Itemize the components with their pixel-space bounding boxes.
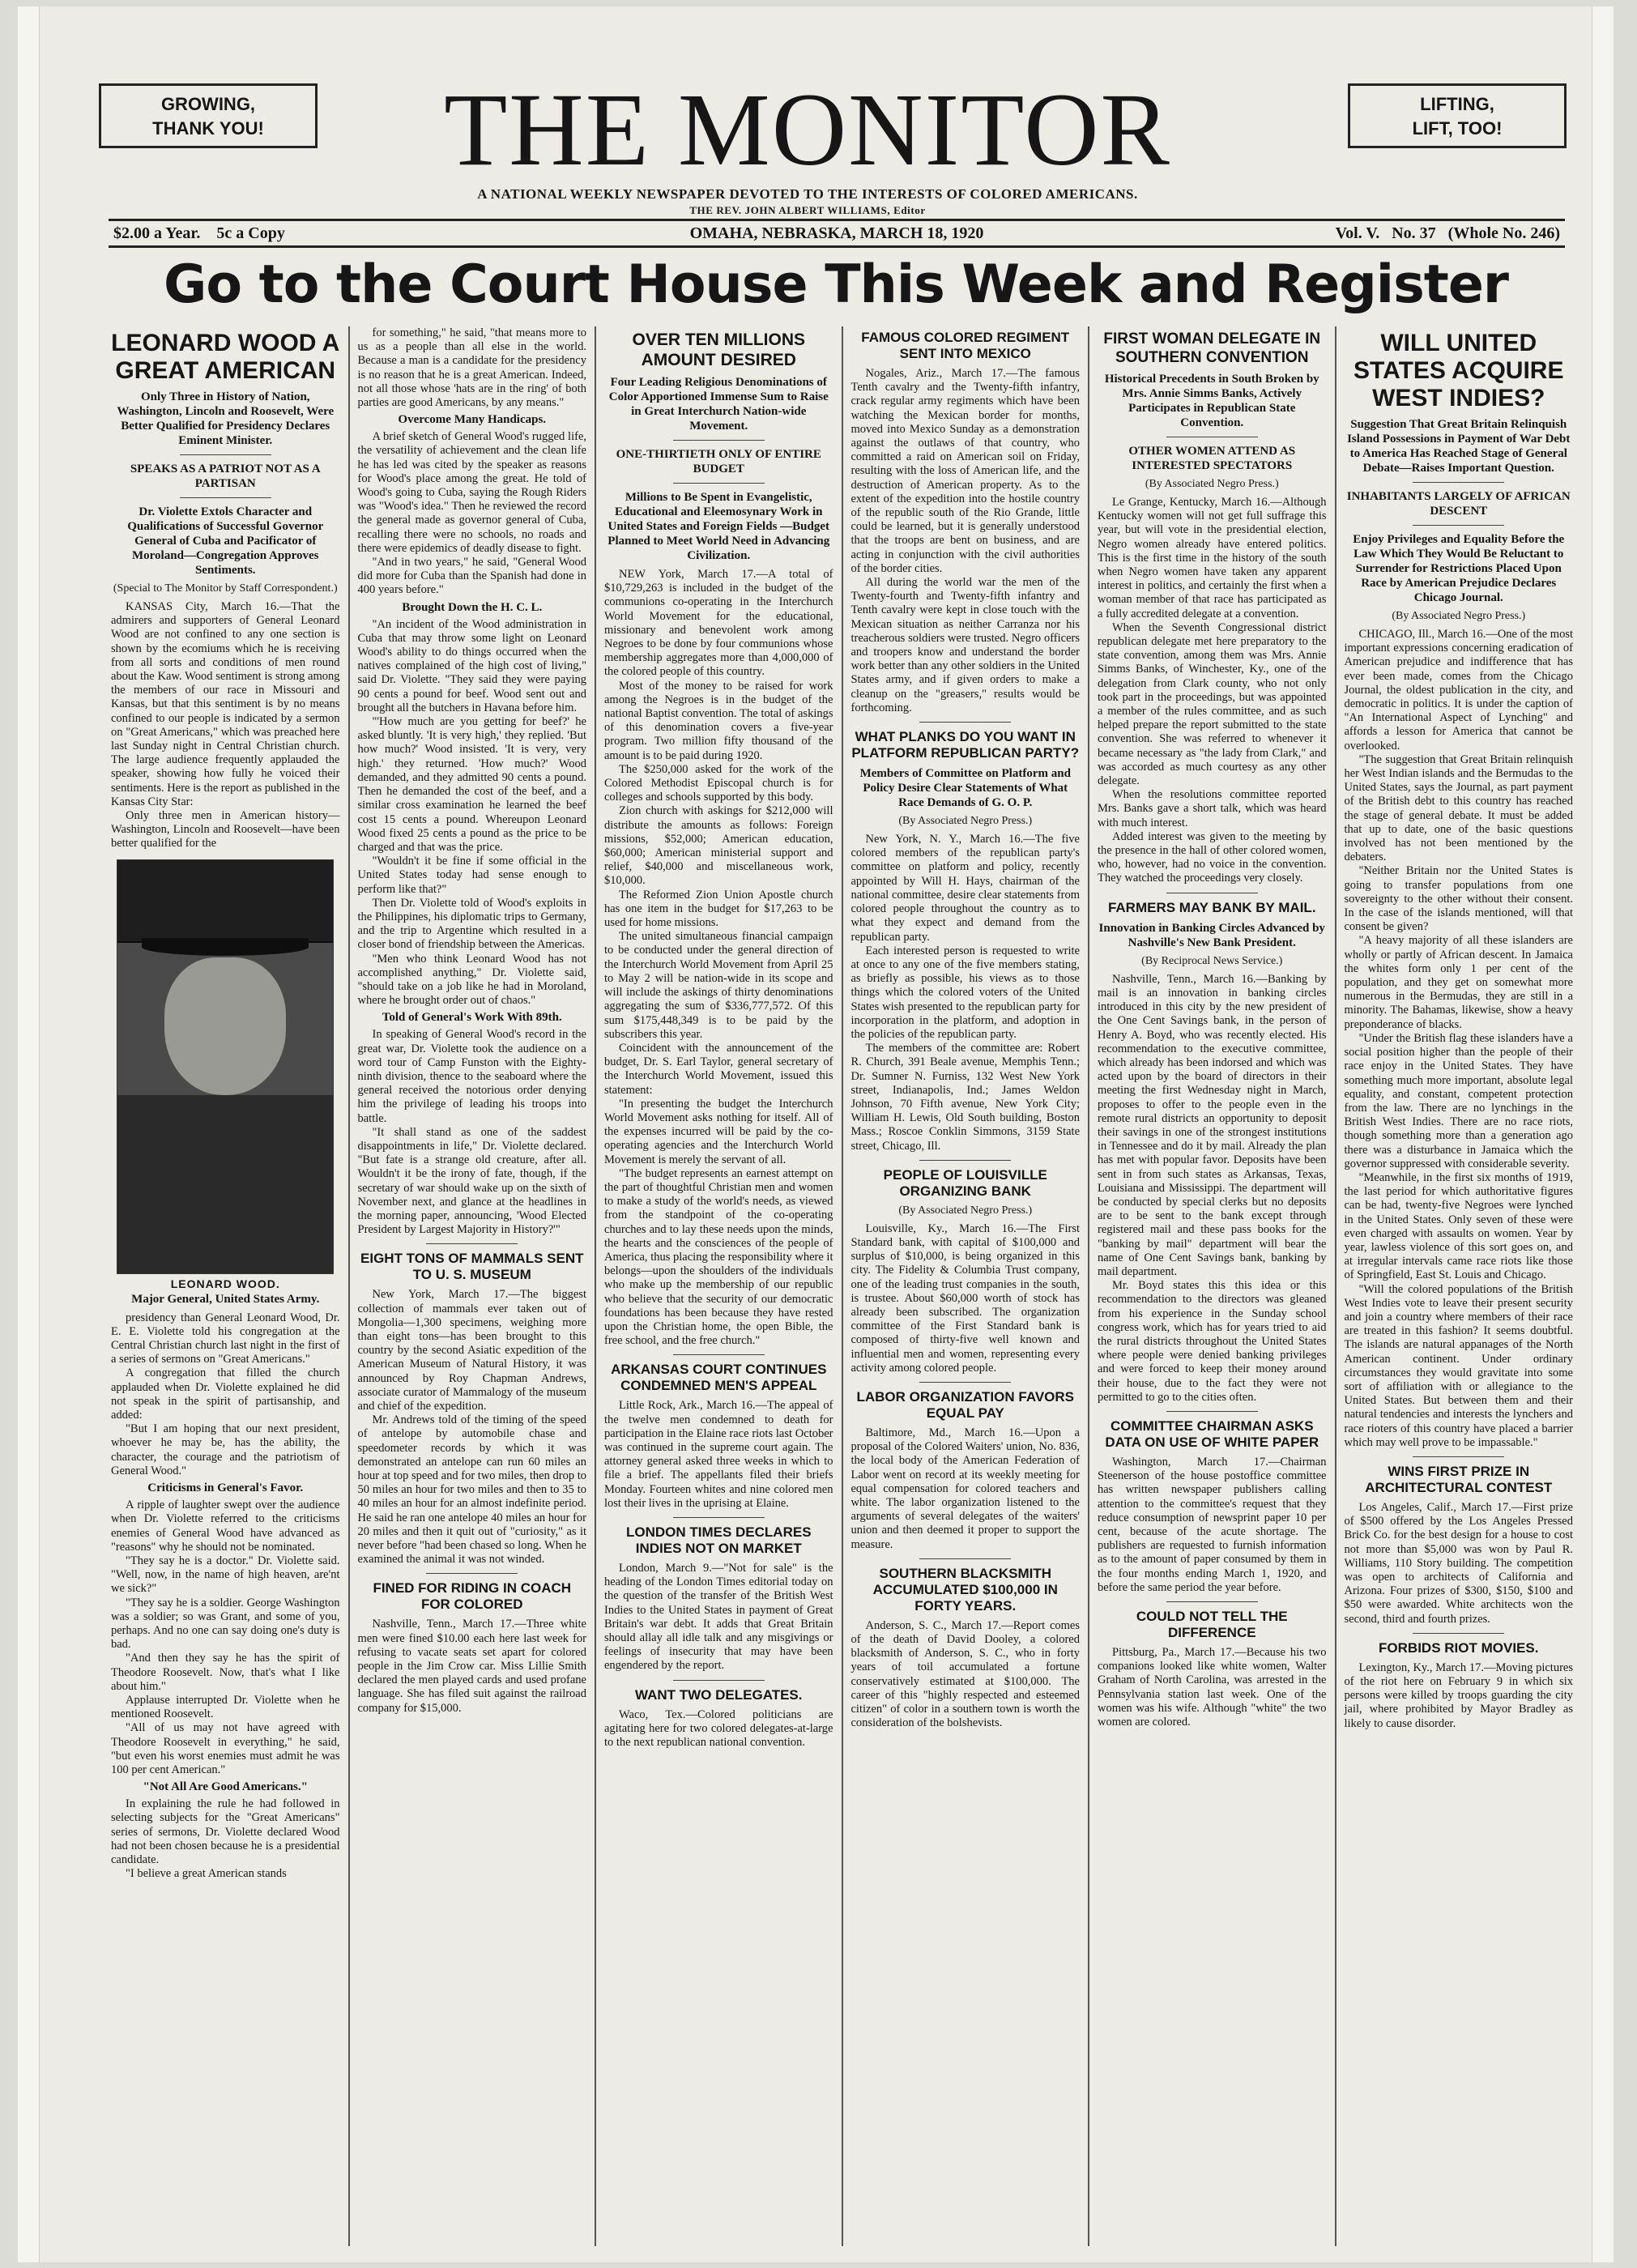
byline: (Special to The Monitor by Staff Correspondent.) xyxy=(113,582,338,595)
article-paragraph: "Under the British flag these islanders have a social position higher than the people of their race enjoy in the United States. They have something much more important, absolute legal equality, and constant, competent protection from the law. There are no lynchings in the British West Indies. There are no race riots, though something more than a generation ago there was a disturbance in Jamaica which the governor suppressed with considerable severity. xyxy=(1344,1031,1573,1170)
article-paragraph: "But I am hoping that our next president, whoever he may be, has the ability, the character, the courage and the patriotism of General Wood." xyxy=(111,1422,340,1477)
byline: (By Reciprocal News Service.) xyxy=(1141,954,1283,967)
divider xyxy=(426,1243,518,1244)
left-ear-line-1: GROWING, xyxy=(160,94,256,114)
article-paragraph: "'How much are you getting for beef?' he asked bluntly. 'It is very high,' they replied. 'But how much?' Wood insisted. 'It is very, very high.' they returned. 'How much?' Wood demanded, and they admitted 90 cents a pound. Then he demanded the cost of the beef, and a similar cross examination he learned the beef cost 15 cents a pound. Whereupon Leonard Wood fixed 25 cents a pound as the price to be charged and that was the price. xyxy=(357,715,586,854)
article-paragraph: "And in two years," he said, "General Wood did more for Cuba than the Spanish had done in 400 years before." xyxy=(357,556,586,597)
left-binding-tape xyxy=(18,6,40,2262)
deck-leonard-wood-3: Dr. Violette Extols Character and Qualifications of Successful Governor General of Cuba and Pacificator of Moroland—Congregation Approves Sentiments. xyxy=(127,505,324,577)
deck-woman-delegate-2: OTHER WOMEN ATTEND AS INTERESTED SPECTATORS xyxy=(1128,445,1296,472)
article-paragraph: The Reformed Zion Union Apostle church has one item in the budget for $17,263 to be used for home missions. xyxy=(604,888,833,930)
article-paragraph: "All of us may not have agreed with Theodore Roosevelt in everything," he said, "but even his worst enemies must admit he was 100 per cent American." xyxy=(111,1721,340,1776)
masthead-editor: THE REV. JOHN ALBERT WILLIAMS, Editor xyxy=(689,204,926,216)
divider xyxy=(919,1558,1011,1559)
article-paragraph: New York, March 17.—The biggest collection of mammals ever taken out of Mongolia—1,300 specimens, weighing more than eight tons—has been brought to this country by the second Asiatic expedition of the American Museum of Natural History, it was announced by Roy Chapman Andrews, associate curator of Mammalogy of the museum and chief of the expedition. xyxy=(357,1288,586,1413)
byline: (By Associated Negro Press.) xyxy=(898,1204,1033,1217)
headline-colored-regiment: FAMOUS COLORED REGIMENT SENT INTO MEXICO xyxy=(861,330,1070,361)
article-paragraph: In speaking of General Wood's record in the great war, Dr. Violette took the audience on a word tour of Camp Funston with the Eighty-ninth division, thence to the seaboard where the general received the notorious order denying him the privilege of leading his troops into battle. xyxy=(357,1028,586,1125)
article-paragraph: London, March 9.—"Not for sale" is the heading of the London Times editorial today on the question of the transfer of the British West Indies to the United States in payment of Great Britain's war debt. It adds that Great Britain should allay all idle talk and any misgivings or feelings of insecurity that may have been engendered by the report. xyxy=(604,1562,833,1673)
headline-two-delegates: WANT TWO DELEGATES. xyxy=(634,1686,803,1703)
article-paragraph: "I believe a great American stands xyxy=(126,1867,287,1881)
deck-leonard-wood-2: SPEAKS AS A PATRIOT NOT AS A PARTISAN xyxy=(130,463,321,490)
article-paragraph: "Neither Britain nor the United States is going to transfer populations from one sovereignty to the other without their consent. In the case of the islands mentioned, will that consent be given? xyxy=(1344,864,1573,934)
headline-difference: COULD NOT TELL THE DIFFERENCE xyxy=(1136,1609,1288,1641)
headline-arkansas: ARKANSAS COURT CONTINUES CONDEMNED MEN'S APPEAL xyxy=(611,1362,827,1394)
article-paragraph: Lexington, Ky., March 17.—Moving pictures of the riot here on February 9 in which six persons were killed by troops guarding the city jail, where prohibited by Mayor Bradley as likely to cause disorder. xyxy=(1344,1660,1573,1730)
article-paragraph: "They say he is a soldier. George Washington was a soldier; so was Grant, and some of you, perhaps. And no one can say doing one's duty is bad. xyxy=(111,1596,340,1652)
deck-west-indies-2: INHABITANTS LARGELY OF AFRICAN DESCENT xyxy=(1346,490,1571,518)
subhead: Told of General's Work With 89th. xyxy=(382,1011,562,1025)
article-paragraph: Added interest was given to the meeting by the presence in the hall of other colored women, who, however, had no voice in the convention. They watched the proceedings very closely. xyxy=(1098,829,1327,885)
article-paragraph: Anderson, S. C., March 17.—Report comes of the death of David Dooley, a colored blacksmith of Anderson, S. C., who in forty years of toil accumulated a fortune conservatively estimated at $100,000. The career of this "highly respected and esteemed citizen" of color in a southern town is worth the consideration of the bolshevists. xyxy=(850,1618,1080,1730)
divider xyxy=(673,483,765,484)
column-4 xyxy=(842,326,1089,2246)
deck-woman-delegate-1: Historical Precedents in South Broken by Mrs. Annie Simms Banks, Actively Participates in Republican State Convention. xyxy=(1104,373,1319,429)
article-paragraph: A congregation that filled the church applauded when Dr. Violette explained he did not speak in the spirit of partisanship, and added: xyxy=(111,1366,340,1422)
column-5 xyxy=(1088,326,1335,2246)
divider xyxy=(1166,1411,1258,1412)
article-paragraph: Waco, Tex.—Colored politicians are agitating here for two colored delegates-at-large to the next republican national convention. xyxy=(604,1707,833,1750)
newspaper-page xyxy=(18,6,1614,2262)
article-paragraph: Pittsburg, Pa., March 17.—Because his two companions looked like white women, Walter Graham of North Carolina, was arrested in the Pennsylvania station last week. One of the women was his wife. Although "white" the two women are colored. xyxy=(1098,1646,1327,1729)
right-binding-tape xyxy=(1592,6,1614,2262)
photo-caption-name: LEONARD WOOD. xyxy=(170,1277,280,1290)
right-ear-line-1: LIFTING, xyxy=(1420,94,1494,114)
headline-woman-delegate: FIRST WOMAN DELEGATE IN SOUTHERN CONVENTION xyxy=(1103,330,1321,366)
deck-leonard-wood-1: Only Three in History of Nation, Washington, Lincoln and Roosevelt, Were Better Qualified for Presidency Declares Eminent Minister. xyxy=(117,390,335,447)
column-1 xyxy=(103,326,348,2246)
article-paragraph: NEW York, March 17.—A total of $10,729,263 is included in the budget of the communions co-operating in the Interchurch World Movement for the educational, missionary and benevolent work among Negroes to be done by four communions whose membership aggregates more than 4,000,000 of the colored people of this country. xyxy=(604,568,833,679)
article-paragraph: Zion church with askings for $212,000 will distribute the amounts as follows: Foreign missions, $52,000; American education, $60,000; American ministerial support and relief, $40,000 and miscellaneous work, $10,000. xyxy=(604,804,833,888)
divider xyxy=(919,722,1011,723)
article-paragraph: "The budget represents an earnest attempt on the part of thoughtful Christian men and women to make a study of the world's needs, as viewed from the standpoint of the co-operating churches and to lay these needs upon the minds, the hearts and the consciences of the people of America, thus placing the responsibility where it belongs—upon the shoulders of the individuals who make up the membership of our republic who believe that the security of our democratic foundations has been because they have rested upon the Christian home, the open Bible, the free school, and the free church." xyxy=(604,1166,833,1348)
headline-louisville-bank: PEOPLE OF LOUISVILLE ORGANIZING BANK xyxy=(883,1166,1047,1199)
face-shape xyxy=(164,957,286,1095)
masthead-title: THE MONITOR xyxy=(444,72,1171,187)
headline-bank-by-mail: FARMERS MAY BANK BY MAIL. xyxy=(1107,899,1316,915)
dateline-bar xyxy=(109,219,1565,248)
article-paragraph: "The suggestion that Great Britain relinquish her West Indian islands and the Bermudas to the United States, says the Journal, as part payment of the British debt to this country has reached the stage of general debate. It must be added that up to date, one of the basic questions involved has not been mentioned by the debaters. xyxy=(1344,752,1573,864)
headline-planks: WHAT PLANKS DO YOU WANT IN PLATFORM REPUBLICAN PARTY? xyxy=(851,729,1080,761)
article-paragraph: The $250,000 asked for the work of the Colored Methodist Episcopal church is for colleges and schools supported by this body. xyxy=(604,762,833,804)
left-ear-line-2: THANK YOU! xyxy=(152,118,264,139)
article-paragraph: "A heavy majority of all these islanders are wholly or partly of African descent. In Jamaica the whites form only 1 per cent of the population, and they get on somewhat more numerous in the Bermudas, they are still in a minority. The Bahamas, likewise, show a heavy preponderance of blacks. xyxy=(1344,934,1573,1031)
divider xyxy=(426,1573,518,1574)
article-paragraph: for something," he said, "that means more to us as a people than all else in the world. Because a man is a candidate for the presidency is no reason that he is a great American. Indeed, not all those whose 'hats are in the ring' of both parties are good Americans, by any means." xyxy=(357,326,586,410)
deck-planks: Members of Committee on Platform and Policy Desire Clear Statements of What Race Demands of G. O. P. xyxy=(859,767,1071,810)
masthead-subtitle: A NATIONAL WEEKLY NEWSPAPER DEVOTED TO THE INTERESTS OF COLORED AMERICANS. xyxy=(477,186,1138,202)
deck-ten-millions-3: Millions to Be Spent in Evangelistic, Educational and Eleemosynary Work in United States and Foreign Fields —Budget Planned to Meet World Need in Advancing Civilization. xyxy=(607,491,830,562)
divider xyxy=(673,1354,765,1355)
article-paragraph: Then Dr. Violette told of Wood's exploits in the Philippines, his diplomatic trips to Germany, and the trip to Argentine which resulted in a closer bond of friendship between the Americas. xyxy=(357,896,586,952)
photo-caption: Major General, United States Army. xyxy=(131,1292,320,1306)
subhead: Overcome Many Handicaps. xyxy=(398,413,547,427)
column-2 xyxy=(348,326,595,2246)
subhead: Criticisms in General's Favor. xyxy=(147,1481,304,1495)
divider xyxy=(1413,525,1504,526)
article-paragraph: "And then they say he has the spirit of Theodore Roosevelt. Now, that's what I like about him." xyxy=(111,1652,340,1693)
article-paragraph: A brief sketch of General Wood's rugged life, the versatility of achievement and the clean life he has led was cited by the speaker as reasons for Wood's place among the great. He told of Wood's going to Cuba, saying the Rough Riders was "Wood's idea." Then he reviewed the record the general made as governor general of Cuba, recalling there were no schools, no roads and there were epidemics of deadly disease to fight. xyxy=(357,430,586,555)
nameplate xyxy=(358,72,1257,217)
article-paragraph: In explaining the rule he had followed in selecting subjects for the "Great Americans" series of sermons, Dr. Violette declared Wood had not been chosen because he is a presidential candidate. xyxy=(111,1797,340,1866)
article-paragraph: When the resolutions committee reported Mrs. Banks gave a short talk, which was heard with much interest. xyxy=(1098,788,1327,829)
headline-london-times: LONDON TIMES DECLARES INDIES NOT ON MARKET xyxy=(625,1524,812,1556)
article-paragraph: "An incident of the Wood administration in Cuba that may throw some light on Leonard Wood's ability to do things occurred when the natives complained of the high cost of living," said Dr. Violette. "They said they were paying 90 cents a pound for beef. Wood sent out and brought all the butchers in Havana before him. xyxy=(357,617,586,714)
subhead: Brought Down the H. C. L. xyxy=(402,600,543,614)
article-paragraph: Applause interrupted Dr. Violette when he mentioned Roosevelt. xyxy=(111,1693,340,1721)
volume-number: Vol. V. No. 37 (Whole No. 246) xyxy=(1335,224,1560,242)
article-paragraph: "Men who think Leonard Wood has not accomplished anything," Dr. Violette said, "should take on a job like he had in Moroland, where he brought order out of chaos." xyxy=(357,952,586,1008)
divider xyxy=(673,440,765,441)
article-columns xyxy=(103,326,1581,2246)
divider xyxy=(919,1160,1011,1161)
article-paragraph: A ripple of laughter swept over the audience when Dr. Violette referred to the criticisms enemies of General Wood have advanced as "reasons" why he should not be nominated. xyxy=(111,1498,340,1554)
uniform-shape xyxy=(117,1095,333,1273)
leonard-wood-portrait xyxy=(117,859,334,1274)
article-paragraph: Nashville, Tenn., March 17.—Three white men were fined $10.00 each here last week for refusing to vacate seats set apart for colored people in the Jim Crow car. Miss Lillie Smith declared the men played cards and used profane language. She has filed suit against the railroad company for $15,000. xyxy=(357,1618,586,1715)
article-paragraph: CHICAGO, Ill., March 16.—One of the most important expressions concerning eradication of American prejudice and indifference that has ever been made, comes from the Chicago Journal, the oldest publication in the city, and democratic in politics. It is under the caption of "An International Aspect of Lynching" and affords a lesson for America that cannot be overlooked. xyxy=(1344,628,1573,752)
headline-fined: FINED FOR RIDING IN COACH FOR COLORED xyxy=(373,1580,572,1613)
right-ear-line-2: LIFT, TOO! xyxy=(1412,118,1503,139)
headline-west-indies: WILL UNITED STATES ACQUIRE WEST INDIES? xyxy=(1354,330,1564,411)
headline-architecture-prize: WINS FIRST PRIZE IN ARCHITECTURAL CONTEST xyxy=(1365,1463,1553,1495)
article-paragraph: Mr. Boyd states this this idea or this recommendation to the directors was gleaned from his experience in the Sunday school congress work, which has for years tried to aid the rural districts throughout the United States where people were denied banking privileges and were forced to keep their money around their house, due to the fact they were not permitted to go to the cities often. xyxy=(1098,1279,1327,1404)
deck-west-indies-3: Enjoy Privileges and Equality Before the Law Which They Would Be Reluctant to Surrender for Restrictions Placed Upon Race by American Prejudice Declares Chicago Journal. xyxy=(1353,533,1565,604)
divider xyxy=(1413,482,1504,483)
article-paragraph: "Will the colored populations of the British West Indies vote to leave their present security and join a country where members of their race are treated in this fashion? It seems doubtful. The islands are natural appanages of the North American continent. Under ordinary circumstances they would gravitate into some sort of affiliation with or allegiance to the United States. But between them and their natural tendencies and interests the lynchers and race rioters of this country have placed a barrier which may well prove to be impassable." xyxy=(1344,1282,1573,1449)
deck-bank-by-mail: Innovation in Banking Circles Advanced by Nashville's New Bank President. xyxy=(1098,921,1325,949)
divider xyxy=(1413,1633,1504,1634)
article-paragraph: When the Seventh Congressional district republican delegate met here preparatory to the state convention, among them was Mrs. Annie Simms Banks, of Winchester, Ky., one of the delegation from Clark county, who not only took part in the proceedings, but was appointed a member of the rules committee, and as such helped prepare the report submitted to the state convention. She was referred to whenever it became necessary as "the lady from Clark," and was accorded as much courtesy as any other delegate. xyxy=(1098,620,1327,788)
byline: (By Associated Negro Press.) xyxy=(1145,478,1279,490)
article-paragraph: "It shall stand as one of the saddest disappointments in life," Dr. Violette declared. "But fate is a strange old creature, after all. Wouldn't it be the irony of fate, though, if the secretary of war should wake up on the sixth of November next, and glance at the headlines in the morning paper, announcing, 'Wood Elected President by Largest Majority in History?'" xyxy=(357,1125,586,1237)
article-paragraph: Baltimore, Md., March 16.—Upon a proposal of the Colored Waiters' union, No. 836, the local body of the American Federation of Labor went on record at its weekly meeting for equal compensation for colored teachers and white. The labor organization listened to the arguments of several delegates of the waiters' union and then deemed it proper to support the measure. xyxy=(850,1426,1080,1551)
article-paragraph: Nashville, Tenn., March 16.—Banking by mail is an innovation in banking circles introduced in this city by the new president of the One Cent Savings bank, in the person of Henry A. Boyd, who was recently elected. His recommendation to the executive committee, which already has been indorsed and which was acted upon by the board of directors in their meeting the first Wednesday night in March, proposes to offer to the people even in the remote rural districts an opportunity to deposit their savings in one of the strongest institutions in Tennessee and do it by mail. Already the plan has met with popular favor. Deposits have been sent in from such states as Arkansas, Texas, Louisiana and Mississippi. The department will be conducted by special clerks but no deposits are to be sent to the bank except through registered mail and these pass books for the "banking by mail" department will bear the name of One Cent Savings bank, banking by mail department. xyxy=(1098,972,1327,1278)
headline-mammals: EIGHT TONS OF MAMMALS SENT TO U. S. MUSEUM xyxy=(360,1251,584,1283)
article-paragraph: Nogales, Ariz., March 17.—The famous Tenth cavalry and the Twenty-fifth infantry, crack regular army regiments which have been watching the Mexican border for months, moved into Mexico Sunday as a demonstration against the outlaws of that country, who committed a raid on American soil on Friday, resulting with the loss of American life, and the destruction of American property. As to the extent of the expedition into the hostile country of the republic south of the Rio Grande, little could be learned, but it is generally understood that the troops are bent on business, and are acting in conjunction with the civil authorities of the border cities. xyxy=(850,367,1080,575)
headline-labor: LABOR ORGANIZATION FAVORS EQUAL PAY xyxy=(856,1388,1075,1421)
divider xyxy=(673,1517,765,1518)
article-paragraph: The members of the committee are: Robert R. Church, 391 Beale avenue, Memphis Tenn.; Dr. Sumner N. Furniss, 132 West New York street, Indianapolis, Ind.; James Weldon Johnson, 70 Fifth avenue, New York City; William H. Lewis, Old South building, Boston Mass.; Roscoe Conklin Simmons, 3159 State street, Chicago, Ill. xyxy=(850,1042,1080,1153)
divider xyxy=(673,1680,765,1681)
article-paragraph: Louisville, Ky., March 16.—The First Standard bank, with capital of $100,000 and surplus of $10,000, is being organized in this city. The Fidelity & Columbia Trust company, one of the leading trust companies in the south, is trustee. About $60,000 worth of stock has already been subscribed. The organization committee of the First Standard bank is composed of thirty-five well known and influential men and women, representing every activity among colored people. xyxy=(850,1221,1080,1375)
article-paragraph: Mr. Andrews told of the timing of the speed of antelope by automobile chase and speedometer records by which it was demonstrated an antelope can run 60 miles an hour at top speed and for two miles, then drop to 50 miles an hour for two miles and then to 35 to 40 miles an hour for an almost indefinite period. He said he ran one antelope 40 miles an hour for 20 miles and then it quit out of "curiosity," as it never before "had been chased so long. When he examined the animal it was not winded. xyxy=(357,1413,586,1567)
left-ear-box xyxy=(99,83,318,148)
divider xyxy=(1166,1601,1258,1602)
deck-ten-millions-2: ONE-THIRTIETH ONLY OF ENTIRE BUDGET xyxy=(616,448,821,475)
visor-shape xyxy=(142,938,309,956)
divider xyxy=(1413,1456,1504,1457)
deck-ten-millions-1: Four Leading Religious Denominations of Color Apportioned Immense Sum to Raise in Great Interchurch Nation-wide Movement. xyxy=(608,376,829,433)
article-paragraph: The united simultaneous financial campaign to be conducted under the general direction of the Interchurch World Movement from April 25 to May 2 will be nation-wide in its scope and will include the askings of thirty denominations aggregating the sum of $336,777,572. Of this sum $175,448,349 is to be paid by the subscribers this year. xyxy=(604,930,833,1041)
headline-blacksmith: SOUTHERN BLACKSMITH ACCUMULATED $100,000 IN FORTY YEARS. xyxy=(872,1565,1058,1614)
article-paragraph: "Wouldn't it be fine if some official in the United States today had sense enough to perform like that?" xyxy=(357,855,586,896)
subhead: "Not All Are Good Americans." xyxy=(143,1780,308,1794)
article-paragraph: "In presenting the budget the Interchurch World Movement asks nothing for itself. All of the expenses incurred will be paid by the co-operating agencies and the Interchurch World Movement is merely the servant of all. xyxy=(604,1097,833,1166)
divider xyxy=(180,497,271,498)
column-3 xyxy=(595,326,842,2246)
divider xyxy=(919,1382,1011,1383)
article-paragraph: presidency than General Leonard Wood, Dr. E. E. Violette told his congregation at the Central Christian church last night in the first of a series of sermons on "Great Americans." xyxy=(111,1311,340,1366)
article-paragraph: "Meanwhile, in the first six months of 1919, the last period for which authoritative figures can be had, twenty-five Negroes were lynched in the United States. Only seven of these were even charged with assaults on women. Year by year, lawless violence of this sort goes on, and at irregular intervals came race riots like those of Springfield, East St. Louis and Chicago. xyxy=(1344,1170,1573,1282)
article-paragraph: Le Grange, Kentucky, March 16.—Although Kentucky women will not get full suffrage this year, but will vote in the presidential election, Negro women already have entered politics. This is the first time in the history of the south when Negro women have taken any apparent interest in politics, and certainly the first when a woman member of that race has participated as a fully accredited delegate at a convention. xyxy=(1098,496,1327,620)
deck-west-indies-1: Suggestion That Great Britain Relinquish Island Possessions in Payment of War Debt to America Has Reached Stage of General Debate—Raises Important Question. xyxy=(1347,418,1571,475)
article-paragraph: Little Rock, Ark., March 16.—The appeal of the twelve men condemned to death for participation in the Elaine race riots last October was continued in the supreme court again. The attorney general asked three weeks in which to file a brief. The appellants filed their briefs Monday. Fourteen whites and nine colored men lost their lives in the uprising at Elaine. xyxy=(604,1399,833,1510)
article-paragraph: New York, N. Y., March 16.—The five colored members of the republican party's committee on platform and policy, recently appointed by Will H. Hays, chairman of the national committee, desire clear statements from colored people throughout the country as to what they expect and demand from the republican party. xyxy=(850,833,1080,944)
article-paragraph: Only three men in American history—Washington, Lincoln and Roosevelt—have been better qualified for the xyxy=(111,809,340,850)
article-paragraph: All during the world war the men of the Twenty-fourth and Twenty-fifth infantry and Tenth cavalry were kept in close touch with the Mexican situation as neither Carranza nor his treacherous soldiers were trusted. Negro officers and troopers know and understand the border work better than any other soldiers in the United States army, and if given orders to make a cleanup on the "greasers," results would be forthcoming. xyxy=(850,576,1080,714)
banner-headline: Go to the Court House This Week and Register xyxy=(164,254,1508,315)
article-paragraph: KANSAS City, March 16.—That the admirers and supporters of General Leonard Wood are not confined to any one section is shown by the ecomiums which he is receiving from all sorts and conditions of men round about the Kaw. Wood sentiment is strong among the members of our race in Missouri and Kansas, but that this sentiment is by no means confined to our people is indicated by a sermon on "Great Americans," which was preached here last Sunday night in Central Christian church. The large audience frequently applauded the speaker, showing how fully he voiced their sentiments. Here is the report as published in the Kansas City Star: xyxy=(111,600,340,808)
article-paragraph: Washington, March 17.—Chairman Steenerson of the house postoffice committee has written newspaper publishers calling attention to the committee's request that they reduce consumption of newsprint paper 10 per cent, because of the acute shortage. The publishers are requested to furnish information as to the amount of paper consumed by them in the four months ending March 1, 1920, and before the same period the year before. xyxy=(1098,1455,1327,1594)
headline-riot-movies: FORBIDS RIOT MOVIES. xyxy=(1379,1639,1539,1656)
cap-shape xyxy=(117,860,333,943)
headline-leonard-wood: LEONARD WOOD A GREAT AMERICAN xyxy=(111,330,340,384)
divider xyxy=(180,454,271,455)
headline-white-paper: COMMITTEE CHAIRMAN ASKS DATA ON USE OF WHITE PAPER xyxy=(1105,1418,1319,1450)
byline: (By Associated Negro Press.) xyxy=(898,815,1033,828)
headline-ten-millions: OVER TEN MILLIONS AMOUNT DESIRED xyxy=(632,330,805,369)
right-ear-box xyxy=(1348,83,1567,148)
article-paragraph: Each interested person is requested to write at once to any one of the five members stating, as briefly as possible, his views as to those things which the colored voters of the United States wish presented to the republican party for incorporation in the platform, and adoption in the policies of the republican party. xyxy=(850,944,1080,1041)
article-paragraph: "They say he is a doctor." Dr. Violette said. "Well, now, in the name of high heaven, are'nt we sick?" xyxy=(111,1554,340,1596)
column-6 xyxy=(1335,326,1582,2246)
article-paragraph: Los Angeles, Calif., March 17.—First prize of $500 offered by the Los Angeles Pressed Brick Co. for the best design for a house to cost not more than $5,000 was won by Paul R. Williams, 110 Story building. The competition was open to architects of California and Arizona. Four prizes of $300, $150, $100 and $50 were awarded. White architects won the second, third and fourth prizes. xyxy=(1344,1500,1573,1626)
subscription-price: $2.00 a Year. 5c a Copy xyxy=(113,224,285,242)
article-paragraph: Coincident with the announcement of the budget, Dr. S. Earl Taylor, general secretary of the Interchurch World Movement, issued this statement: xyxy=(604,1041,833,1097)
article-paragraph: Most of the money to be raised for work among the Negroes is in the budget of the national Baptist convention. The total of askings of this denomination covers a five-year program. Two million fifty thousand of the amount is to be paid during 1920. xyxy=(604,679,833,762)
place-and-date: OMAHA, NEBRASKA, MARCH 18, 1920 xyxy=(689,224,984,242)
byline: (By Associated Negro Press.) xyxy=(1392,610,1526,622)
